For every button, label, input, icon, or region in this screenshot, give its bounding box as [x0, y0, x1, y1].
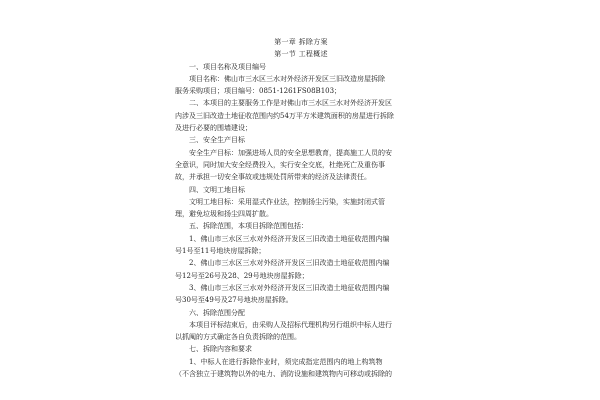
body-line: 内涉及三旧改造土地征收范围内约54万平方米建筑面积的房屋进行拆除	[175, 111, 394, 120]
body-line: 文明工地目标：采用湿式作业法，控制扬尘污染，实施封闭式管	[189, 197, 385, 206]
body-line: 服务采购项目；项目编号：0851-1261FS08B103；	[175, 87, 342, 96]
body-line: 一、项目名称及项目编号	[189, 62, 266, 71]
body-line: 七、拆除内容和要求	[189, 345, 252, 354]
body-line: 号30号至49号及27号地块房屋拆除。	[175, 296, 293, 305]
body-line: 本项目评标结束后，由采购人及招标代理机构另行组织中标人进行	[189, 320, 392, 329]
body-line: 1、中标人在进行拆除作业时，须完成指定范围内的地上构筑物	[189, 357, 383, 366]
document-body	[175, 61, 427, 381]
body-line: 二、本项目的主要服务工作是对佛山市三水区三水对外经济开发区	[189, 99, 392, 108]
body-line: 四、文明工地目标	[189, 185, 245, 194]
body-line: 项目名称：佛山市三水区三水对外经济开发区三旧改造房屋拆除	[189, 74, 385, 83]
body-line: 号1号至11号地块房屋拆除；	[175, 247, 266, 256]
body-line: 五、拆除范围，本项目拆除范围包括：	[189, 222, 308, 231]
body-line: 三、安全生产目标	[189, 136, 245, 145]
body-line: 全意识，同时加大安全经费投入，实行安全交底，杜绝死亡及重伤事	[175, 160, 385, 169]
body-line: 故，并承担一切安全事故或违规处罚所带来的经济及法律责任。	[175, 173, 371, 182]
chapter-title: 第一章 拆除方案	[274, 38, 328, 46]
body-line: 2、佛山市三水区三水对外经济开发区三旧改造土地征收范围内编	[189, 259, 390, 268]
body-line: 3、佛山市三水区三水对外经济开发区三旧改造土地征收范围内编	[189, 283, 390, 292]
body-line: 1、佛山市三水区三水对外经济开发区三旧改造土地征收范围内编	[189, 234, 390, 243]
section-title: 第一节 工程概述	[274, 50, 328, 59]
body-line: （不含独立于建筑物以外的电力、消防设施和建筑物内可移动或拆除的	[175, 370, 392, 379]
body-line: 六、拆除范围分配	[189, 308, 245, 317]
body-line: 以抓阄的方式确定各自负责拆除的范围。	[175, 333, 301, 342]
document-page	[175, 36, 427, 400]
body-line: 及进行必要的围墙建设；	[175, 124, 252, 133]
body-line: 号12号至26号及28、29号地块房屋拆除；	[175, 271, 309, 280]
body-line: 理，避免垃圾和扬尘四周扩散。	[175, 210, 273, 219]
body-line: 安全生产目标：加强进场人员的安全思想教育，提高施工人员的安	[189, 148, 392, 157]
